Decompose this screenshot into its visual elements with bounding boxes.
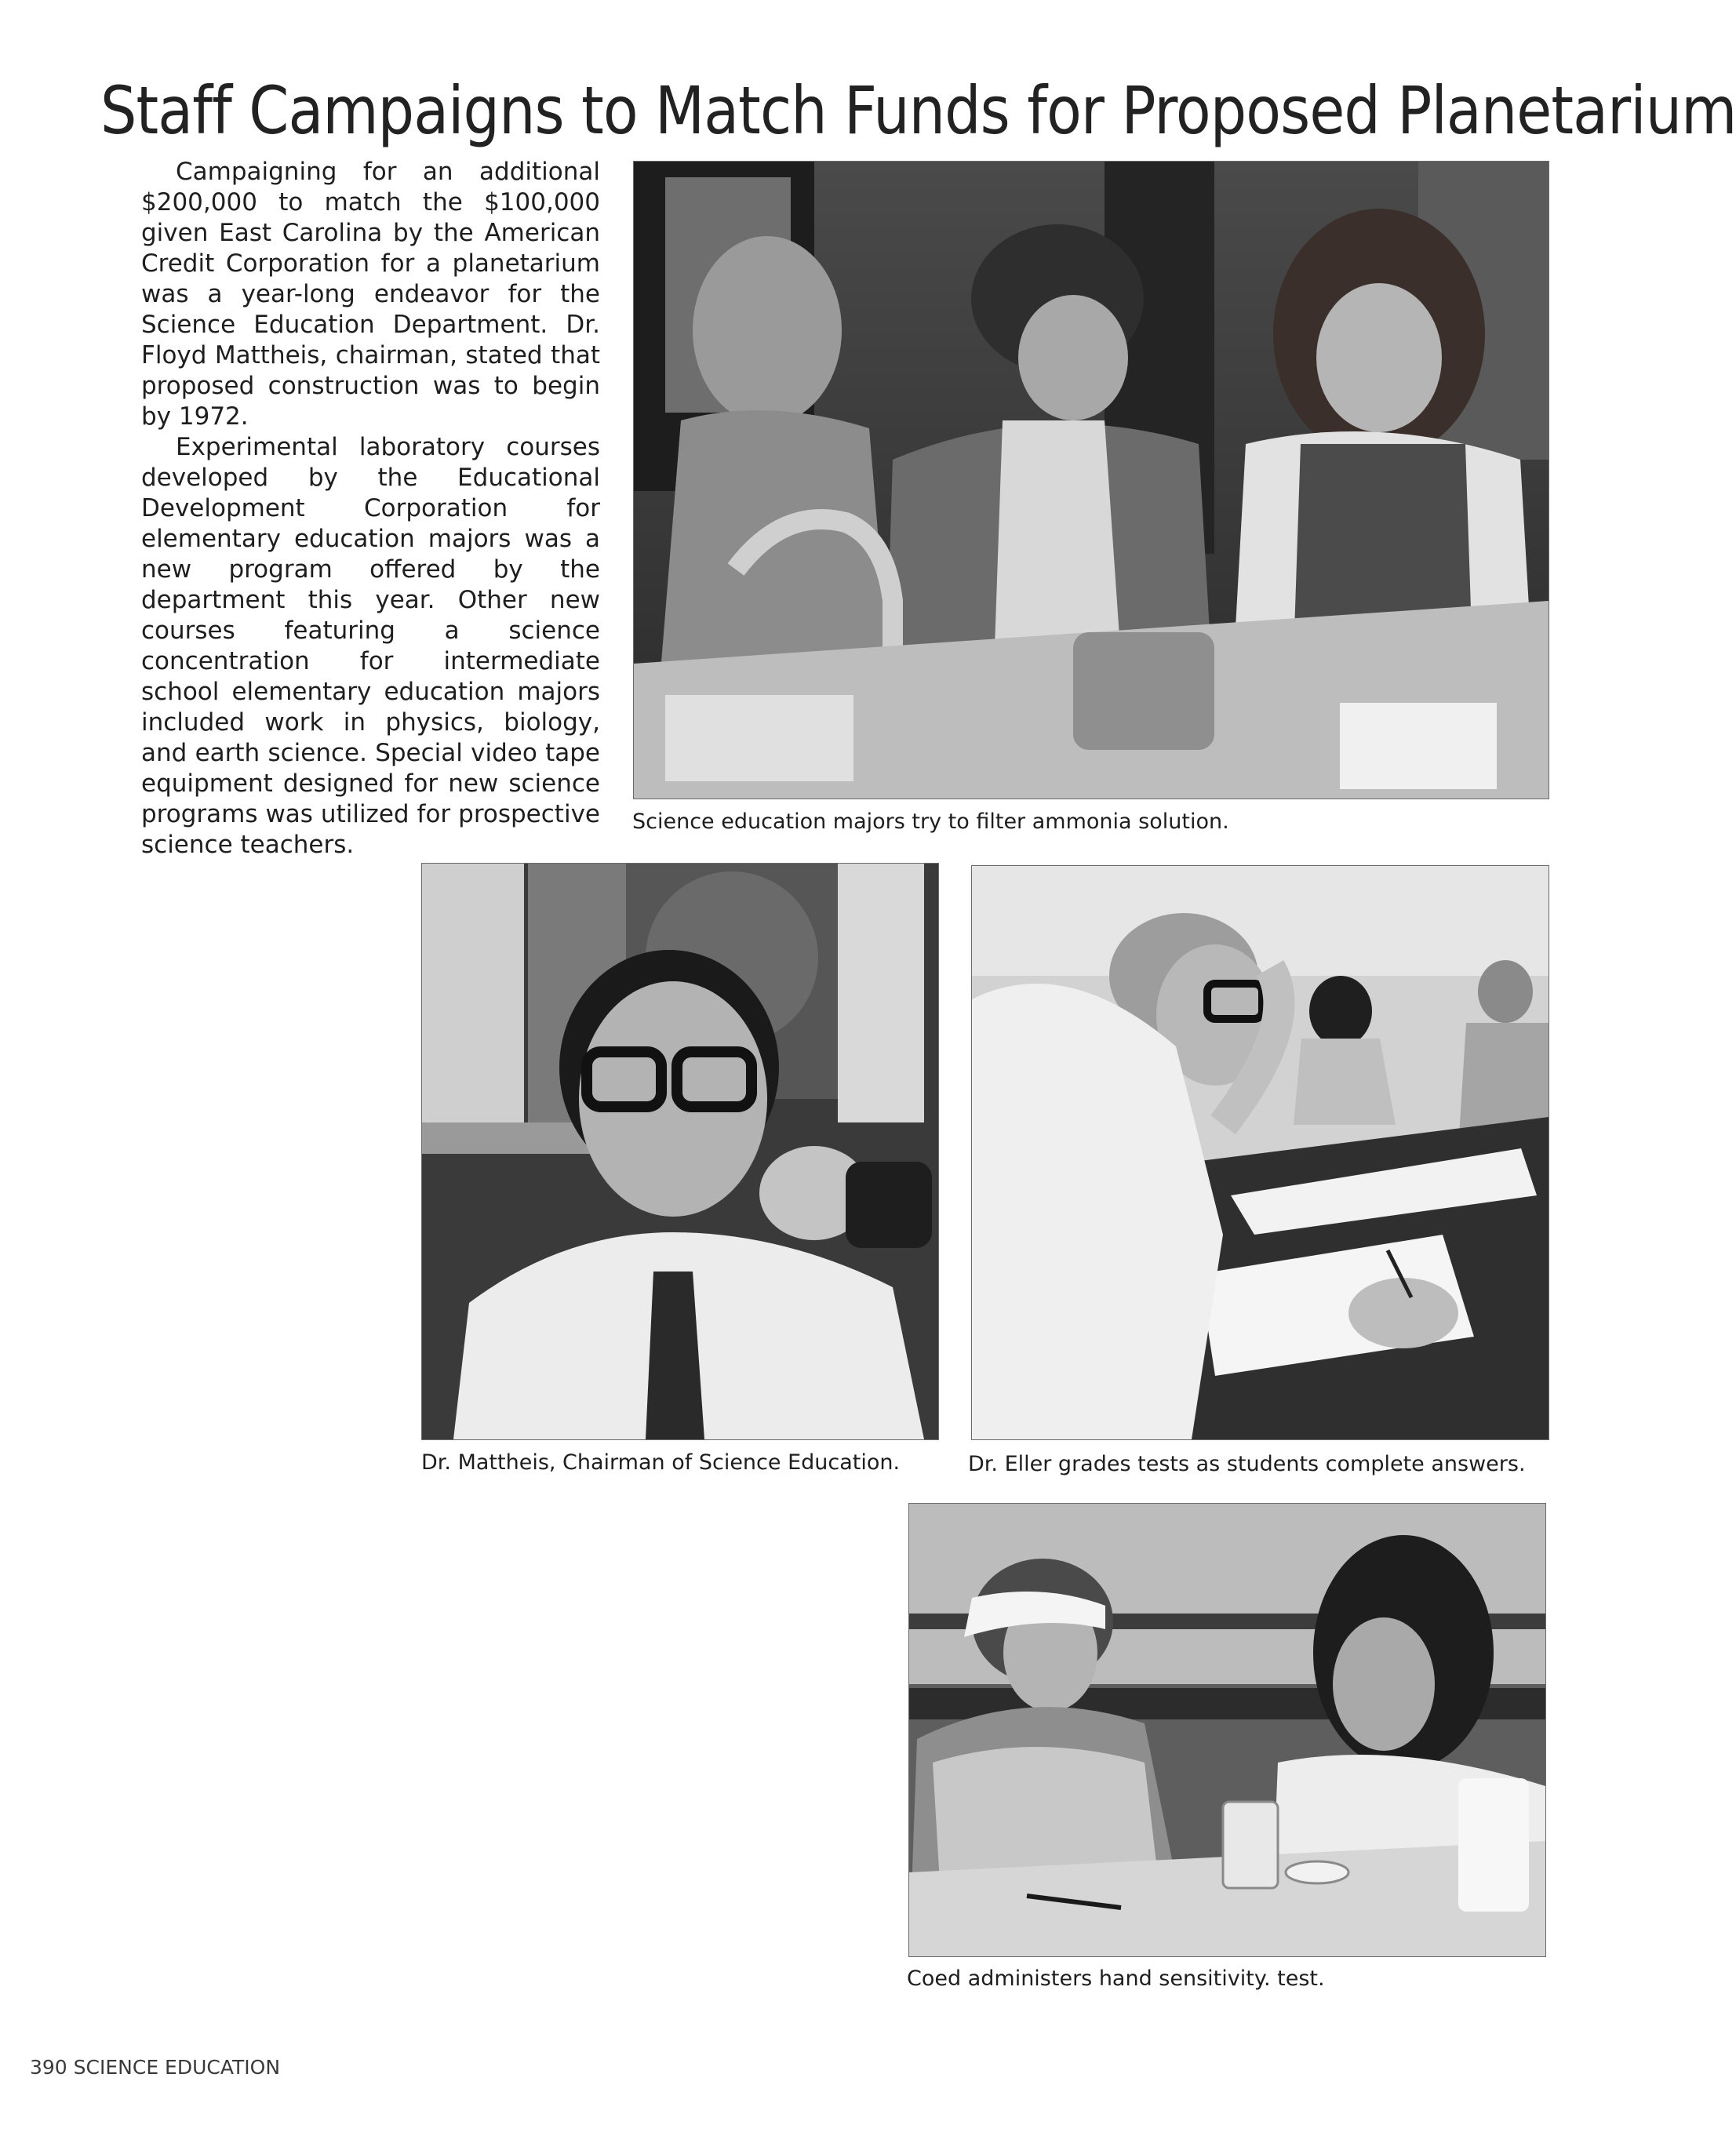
article-body <box>141 157 600 860</box>
sensitivity-test-image <box>909 1504 1545 1956</box>
page-folio: 390 SCIENCE EDUCATION <box>30 2056 281 2079</box>
chairman-portrait-photo <box>421 863 939 1440</box>
lab-students-image <box>634 162 1549 799</box>
sensitivity-test-photo <box>908 1503 1546 1957</box>
chairman-portrait-image <box>422 864 938 1439</box>
lab-students-caption: Science education majors try to filter ammonia solution. <box>632 810 1229 834</box>
grading-caption: Dr. Eller grades tests as students complete answers. <box>968 1452 1526 1476</box>
lab-students-photo <box>633 161 1549 799</box>
grading-tests-photo <box>971 865 1549 1440</box>
chairman-caption: Dr. Mattheis, Chairman of Science Education. <box>421 1450 901 1475</box>
sensitivity-caption: Coed administers hand sensitivity. test. <box>907 1966 1325 1991</box>
article-paragraph: Campaigning for an additional $200,000 to match the $100,000 given East Carolina by the American Credit Corporation for a planetarium was a year-long endeavor for the Science Education Department. Dr. Floyd Mattheis, chairman, stated that proposed construction was to begin by 1972. <box>141 158 600 431</box>
page-headline: Staff Campaigns to Match Funds for Proposed Planetarium <box>100 72 1736 149</box>
article-paragraph: Experimental laboratory courses developed by the Educational Development Corporation for elementary education majors was a new program offered by the department this year. Other new courses featuring a science concentration for intermediate school elementary education majors included work in physics, biology, and earth science. Special video tape equipment designed for new science programs was utilized for prospective science teachers. <box>141 433 600 859</box>
grading-tests-image <box>972 866 1549 1439</box>
